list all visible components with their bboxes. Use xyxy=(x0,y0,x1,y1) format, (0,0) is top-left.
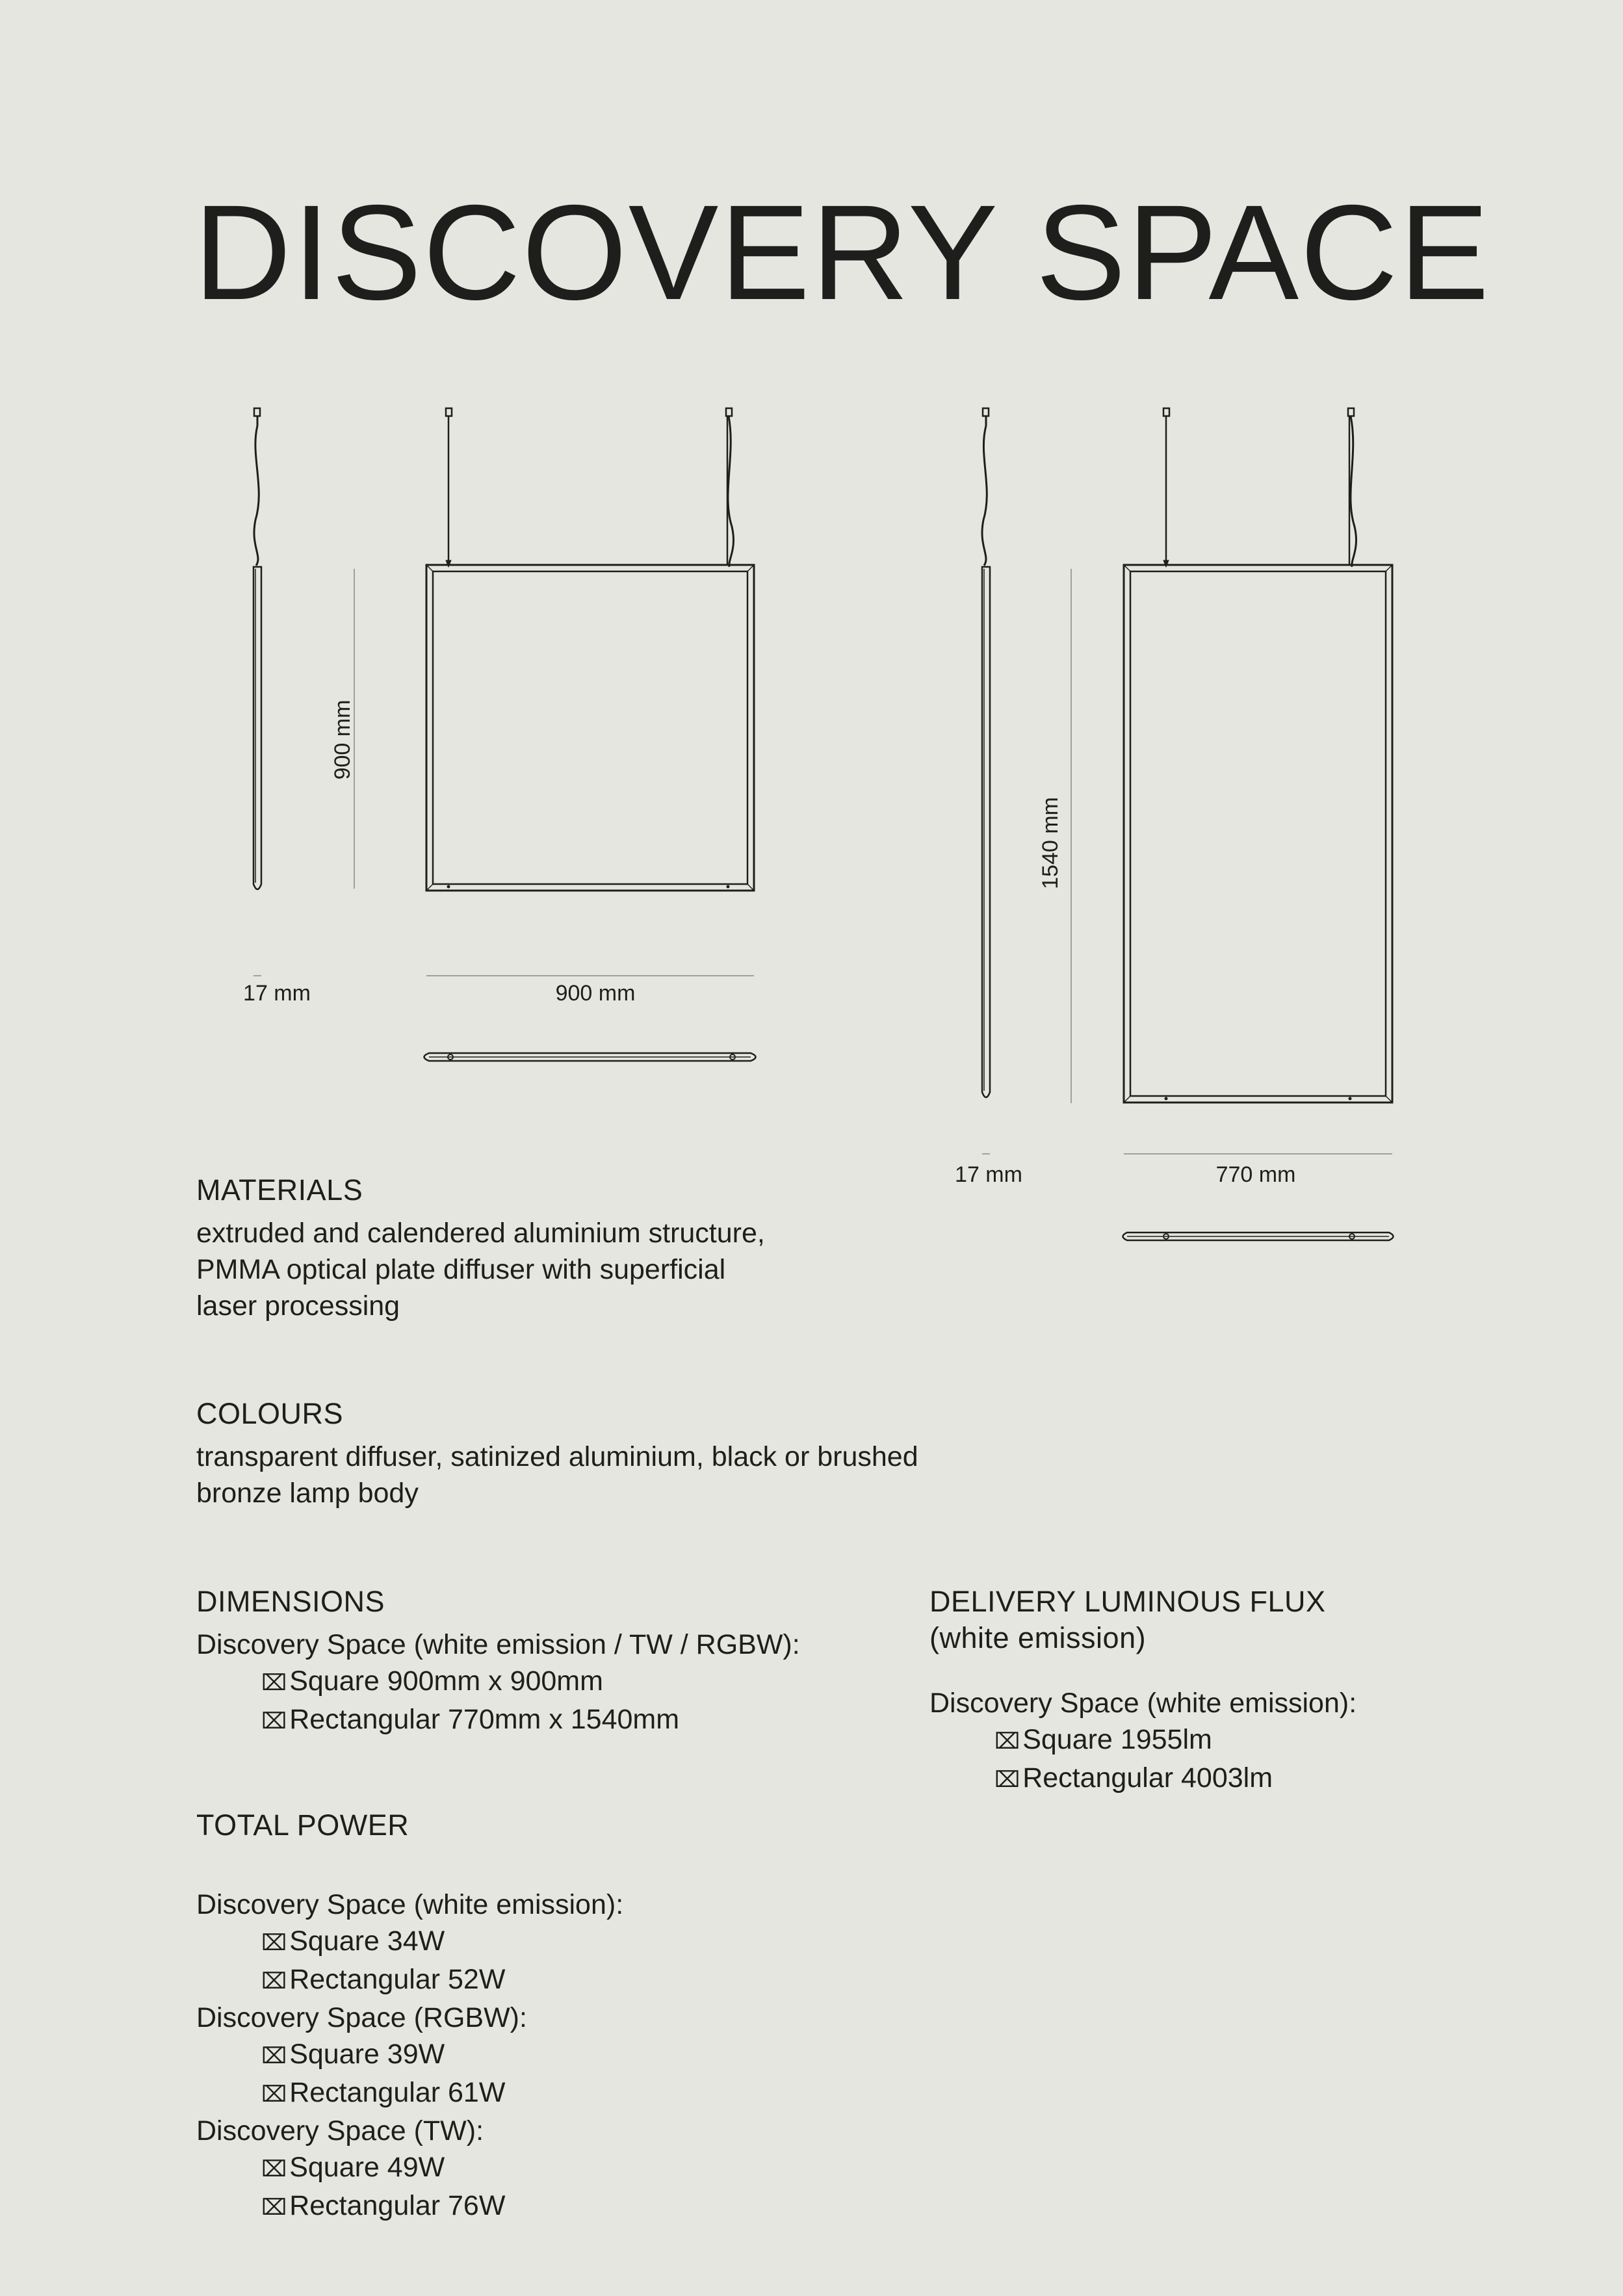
checkbox-cross-icon: ⌧ xyxy=(994,1767,1020,1793)
materials-section xyxy=(196,1172,765,1324)
page-title: DISCOVERY SPACE xyxy=(194,177,1491,328)
dimensions-intro: Discovery Space (white emission / TW / RGBW): xyxy=(196,1629,800,1660)
checkbox-cross-icon: ⌧ xyxy=(261,2043,287,2069)
rectangular-side-view xyxy=(982,408,990,1097)
dimensions-section xyxy=(196,1584,800,1740)
rectangular-depth-label: 17 mm xyxy=(955,1162,1022,1187)
power-group-label: Discovery Space (white emission): xyxy=(196,1889,624,1920)
list-item: ⌧Rectangular 76W xyxy=(261,2190,506,2221)
list-item: ⌧Square 1955lm xyxy=(994,1724,1212,1755)
square-width-label: 900 mm xyxy=(555,981,636,1006)
list-item: ⌧Rectangular 52W xyxy=(261,1964,506,1995)
rectangular-height-label: 1540 mm xyxy=(1038,797,1063,889)
rectangular-top-view xyxy=(1123,1233,1394,1240)
power-group-label: Discovery Space (RGBW): xyxy=(196,2002,527,2033)
materials-line: laser processing xyxy=(196,1290,400,1322)
checkbox-cross-icon: ⌧ xyxy=(261,2081,287,2107)
square-side-view xyxy=(253,408,261,889)
dimensions-heading: DIMENSIONS xyxy=(196,1585,385,1618)
luminous-flux-heading: DELIVERY LUMINOUS FLUX xyxy=(929,1585,1326,1618)
materials-line: extruded and calendered aluminium structure, xyxy=(196,1218,765,1249)
power-group-label: Discovery Space (TW): xyxy=(196,2115,484,2146)
rectangular-front-view xyxy=(1124,408,1392,1102)
luminous-flux-section xyxy=(929,1584,1357,1798)
colours-line: bronze lamp body xyxy=(196,1478,419,1509)
luminous-flux-intro: Discovery Space (white emission): xyxy=(929,1688,1357,1719)
list-item: ⌧Rectangular 770mm x 1540mm xyxy=(261,1704,680,1735)
list-item: ⌧Rectangular 4003lm xyxy=(994,1762,1273,1794)
checkbox-cross-icon: ⌧ xyxy=(261,2156,287,2182)
checkbox-cross-icon: ⌧ xyxy=(261,1968,287,1994)
checkbox-cross-icon: ⌧ xyxy=(261,1708,287,1734)
checkbox-cross-icon: ⌧ xyxy=(994,1729,1020,1755)
square-depth-label: 17 mm xyxy=(243,981,311,1006)
square-height-label: 900 mm xyxy=(330,699,355,780)
list-item: ⌧Square 39W xyxy=(261,2039,445,2070)
materials-heading: MATERIALS xyxy=(196,1173,363,1207)
materials-line: PMMA optical plate diffuser with superficial xyxy=(196,1254,726,1285)
checkbox-cross-icon: ⌧ xyxy=(261,1670,287,1696)
list-item: ⌧Square 49W xyxy=(261,2152,445,2183)
colours-section xyxy=(196,1396,918,1511)
rectangular-width-label: 770 mm xyxy=(1215,1162,1296,1187)
colours-line: transparent diffuser, satinized aluminium, black or brushed xyxy=(196,1441,918,1472)
square-front-view xyxy=(426,408,754,891)
total-power-section xyxy=(196,1807,623,2226)
colours-heading: COLOURS xyxy=(196,1397,344,1430)
list-item: ⌧Square 34W xyxy=(261,1925,445,1957)
list-item: ⌧Square 900mm x 900mm xyxy=(261,1665,603,1697)
total-power-heading: TOTAL POWER xyxy=(196,1808,409,1842)
checkbox-cross-icon: ⌧ xyxy=(261,1930,287,1956)
luminous-flux-subheading: (white emission) xyxy=(929,1621,1147,1654)
checkbox-cross-icon: ⌧ xyxy=(261,2195,287,2221)
list-item: ⌧Rectangular 61W xyxy=(261,2077,506,2108)
square-top-view xyxy=(424,1053,756,1061)
